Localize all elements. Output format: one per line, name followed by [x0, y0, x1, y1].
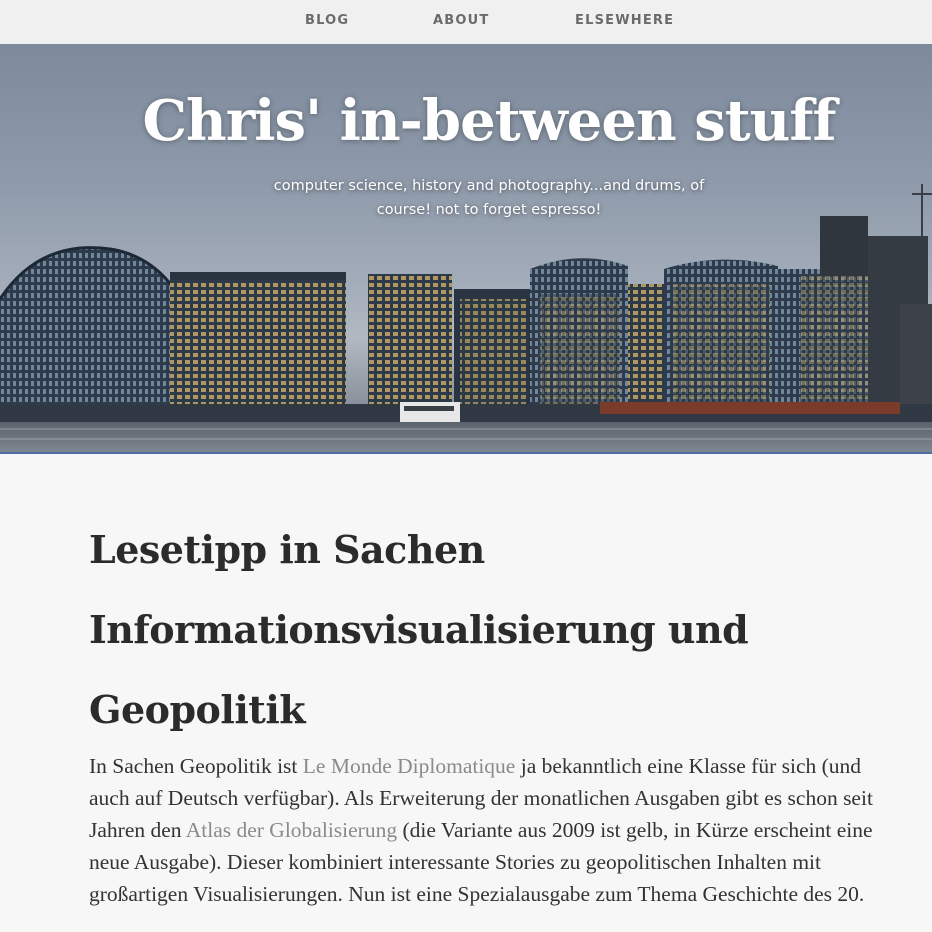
site-title[interactable]: Chris' in-between stuff — [142, 88, 836, 154]
nav-link-elsewhere[interactable]: ELSEWHERE — [575, 13, 675, 28]
post-text: ja bekanntlich eine Klasse für sich (und auch auf Deutsch verfügbar). Als Erweiterung der monatlichen Ausgaben gibt es schon seit Jahren den — [89, 754, 873, 842]
nav-link-blog[interactable]: BLOG — [305, 13, 350, 28]
post-text: In Sachen Geopolitik ist — [89, 754, 303, 778]
post-text: (die Variante aus 2009 ist gelb, in Kürze erscheint eine neue Ausgabe). Dieser kombiniert interessante Stories zu geopolitischen Inhalten mit großartigen Visualisierungen. Nun ist eine Spezialausgabe zum Thema Geschichte des 20. — [89, 818, 873, 906]
link-atlas-der-globalisierung[interactable]: Atlas der Globalisierung — [185, 818, 398, 842]
blog-post — [89, 510, 879, 910]
post-title[interactable]: Lesetipp in Sachen Informationsvisualisierung und Geopolitik — [89, 527, 749, 732]
site-subtitle: computer science, history and photography...and drums, of course! not to forget espresso! — [273, 178, 705, 218]
top-navigation — [0, 0, 932, 44]
hero-banner — [0, 44, 932, 454]
nav-link-about[interactable]: ABOUT — [433, 13, 490, 28]
link-le-monde-diplomatique[interactable]: Le Monde Diplomatique — [302, 754, 516, 778]
post-body — [89, 750, 879, 910]
